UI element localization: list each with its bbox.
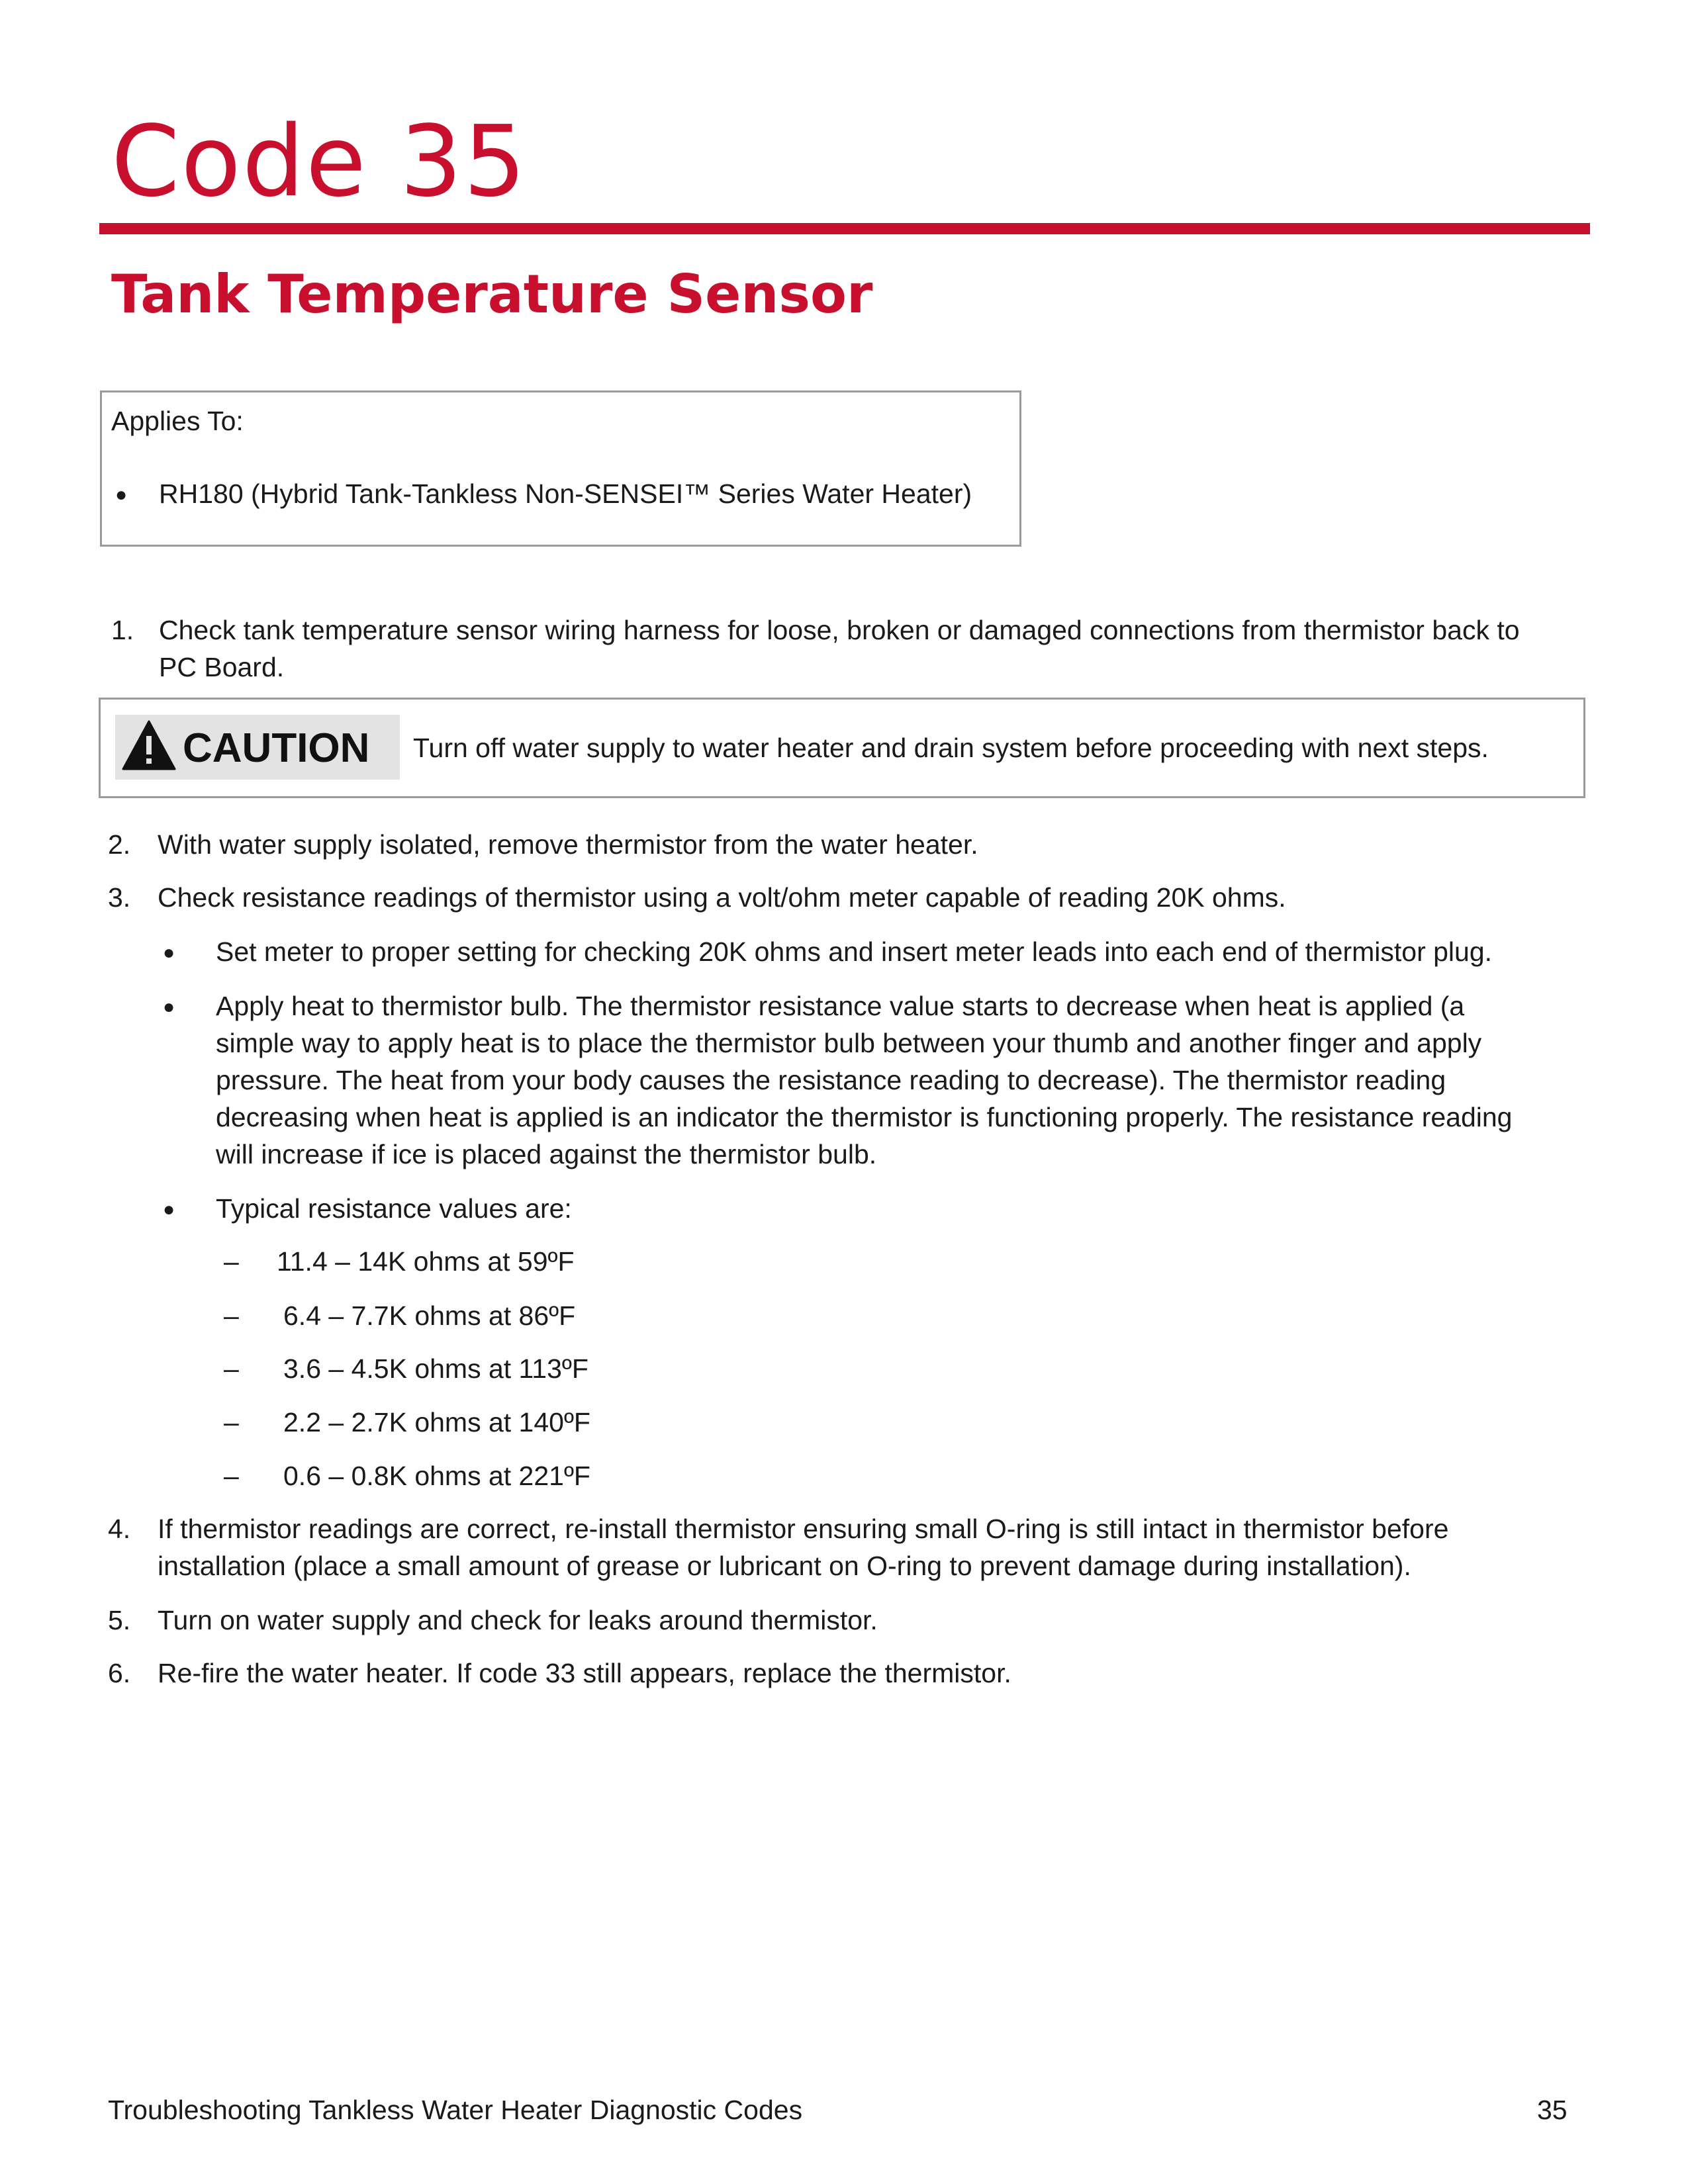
resistance-value: 0.6 – 0.8K ohms at 221ºF	[283, 1461, 590, 1491]
page-number: 35	[1537, 2095, 1568, 2125]
resistance-value: 6.4 – 7.7K ohms at 86ºF	[283, 1300, 576, 1331]
dash-marker: –	[224, 1300, 239, 1331]
bullet-icon: ●	[163, 1199, 175, 1220]
applies-to-heading: Applies To:	[111, 406, 244, 436]
step-text-line: installation (place a small amount of grease or lubricant on O-ring to prevent damage during installation).	[158, 1551, 1411, 1581]
bullet-text-line: Apply heat to thermistor bulb. The thermistor resistance value starts to decrease when heat is applied (a	[216, 991, 1465, 1021]
bullet-text-line: Set meter to proper setting for checking 20K ohms and insert meter leads into each end of thermistor plug.	[216, 936, 1493, 967]
caution-label: CAUTION	[183, 725, 370, 771]
step-number: 6.	[108, 1658, 131, 1688]
step-number: 5.	[108, 1605, 131, 1635]
step-text-line: With water supply isolated, remove thermistor from the water heater.	[158, 829, 978, 860]
bullet-text-line: will increase if ice is placed against the thermistor bulb.	[216, 1139, 877, 1169]
step-text-line: PC Board.	[159, 652, 285, 682]
step-text-line: If thermistor readings are correct, re-install thermistor ensuring small O-ring is still intact in thermistor before	[158, 1514, 1449, 1544]
bullet-icon: ●	[163, 942, 175, 964]
title-rule	[99, 223, 1590, 234]
step-text-line: Turn on water supply and check for leaks around thermistor.	[158, 1605, 878, 1635]
bullet-icon: ●	[163, 996, 175, 1018]
applies-to-item: RH180 (Hybrid Tank-Tankless Non-SENSEI™ Series Water Heater)	[159, 478, 972, 509]
step-number: 1.	[111, 615, 134, 645]
step-number: 4.	[108, 1514, 131, 1544]
step-number: 3.	[108, 882, 131, 913]
step-number: 2.	[108, 829, 131, 860]
bullet-icon: ●	[115, 484, 128, 506]
dash-marker: –	[224, 1246, 239, 1277]
caution-text: Turn off water supply to water heater and drain system before proceeding with next steps.	[413, 733, 1489, 763]
page-title: Code 35	[111, 105, 528, 218]
dash-marker: –	[224, 1461, 239, 1491]
bullet-text-line: Typical resistance values are:	[216, 1193, 572, 1224]
step-text-line: Check resistance readings of thermistor using a volt/ohm meter capable of reading 20K ohms.	[158, 882, 1286, 913]
footer-text: Troubleshooting Tankless Water Heater Diagnostic Codes	[108, 2095, 803, 2125]
bullet-text-line: decreasing when heat is applied is an indicator the thermistor is functioning properly. The resistance reading	[216, 1102, 1513, 1132]
resistance-value: 11.4 – 14K ohms at 59ºF	[277, 1246, 575, 1277]
resistance-value: 2.2 – 2.7K ohms at 140ºF	[283, 1407, 590, 1437]
step-text-line: Re-fire the water heater. If code 33 still appears, replace the thermistor.	[158, 1658, 1011, 1688]
dash-marker: –	[224, 1353, 239, 1384]
resistance-value: 3.6 – 4.5K ohms at 113ºF	[283, 1353, 588, 1384]
warning-triangle-icon	[122, 720, 176, 770]
bullet-text-line: simple way to apply heat is to place the thermistor bulb between your thumb and another finger and apply	[216, 1028, 1482, 1058]
step-text-line: Check tank temperature sensor wiring harness for loose, broken or damaged connections from thermistor back to	[159, 615, 1520, 645]
page-subtitle: Tank Temperature Sensor	[111, 263, 873, 325]
bullet-text-line: pressure. The heat from your body causes the resistance reading to decrease). The thermistor reading	[216, 1065, 1446, 1095]
dash-marker: –	[224, 1407, 239, 1437]
